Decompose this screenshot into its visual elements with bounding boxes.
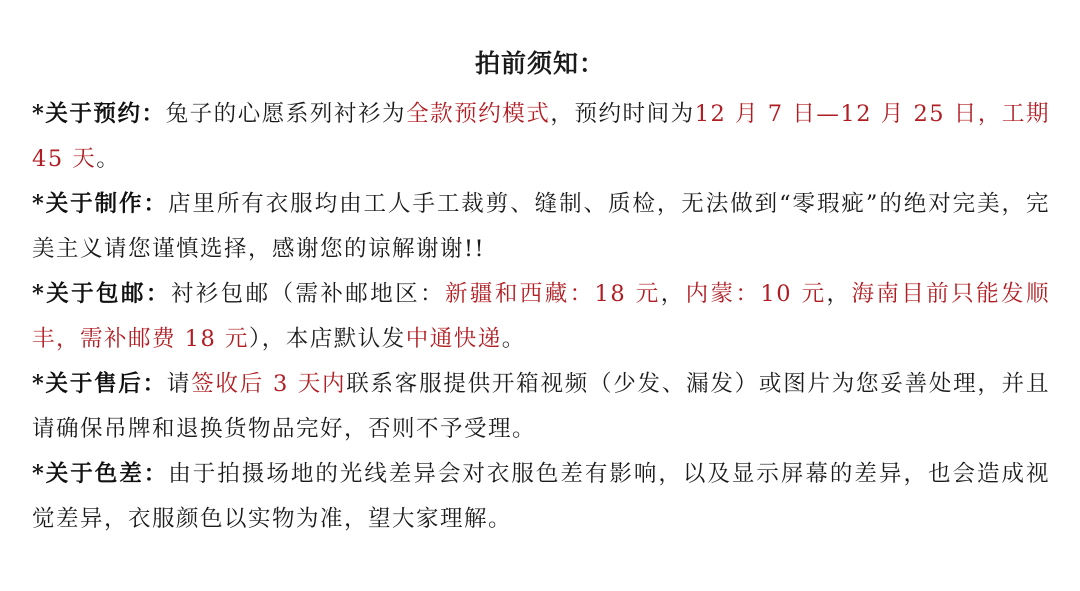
section-label: *关于预约：	[32, 101, 166, 127]
section-text: ，	[660, 281, 686, 307]
notice-section-shipping	[32, 272, 1050, 362]
section-text: 衬衫包邮（需补邮地区：	[170, 281, 445, 307]
section-label: *关于色差：	[32, 461, 169, 487]
section-text: ，	[826, 281, 852, 307]
section-text: 请	[166, 371, 192, 397]
highlight-text: 中通快递	[405, 326, 502, 352]
notice-body	[32, 92, 1050, 542]
highlight-text: 全款预约模式	[406, 101, 551, 127]
highlight-text: 12 月 7 日—12 月 25 日，工期 45 天	[32, 101, 1050, 172]
highlight-text: 新疆和西藏：18 元	[445, 281, 661, 307]
notice-section-color-difference	[32, 452, 1050, 542]
section-text: 。	[501, 326, 526, 352]
section-label: *关于制作：	[32, 191, 168, 217]
highlight-text: 签收后 3 天内	[191, 371, 347, 397]
highlight-text: 海南目前只能发顺丰，需补邮费 18 元	[32, 281, 1050, 352]
section-label: *关于包邮：	[32, 281, 171, 307]
page-title: 拍前须知：	[474, 49, 605, 78]
section-text: ），本店默认发	[248, 326, 406, 352]
section-text: 兔子的心愿系列衬衫为	[165, 101, 407, 127]
section-text: 。	[96, 146, 121, 172]
highlight-text: 内蒙：10 元	[685, 281, 827, 307]
section-text: 店里所有衣服均由工人手工裁剪、缝制、质检，无法做到“零瑕疵”的绝对完美，完美主义请您谨慎选择，感谢您的谅解谢谢!!	[32, 191, 1050, 262]
section-text: 由于拍摄场地的光线差异会对衣服色差有影响，以及显示屏幕的差异，也会造成视觉差异，衣服颜色以实物为准，望大家理解。	[32, 461, 1050, 532]
section-text: ，预约时间为	[550, 101, 695, 127]
section-label: *关于售后：	[32, 371, 167, 397]
section-text: 联系客服提供开箱视频（少发、漏发）或图片为您妥善处理，并且请确保吊牌和退换货物品完好，否则不予受理。	[32, 371, 1050, 442]
notice-section-production	[32, 182, 1050, 272]
notice-section-after-sales	[32, 362, 1050, 452]
notice-section-reservation	[32, 92, 1050, 182]
